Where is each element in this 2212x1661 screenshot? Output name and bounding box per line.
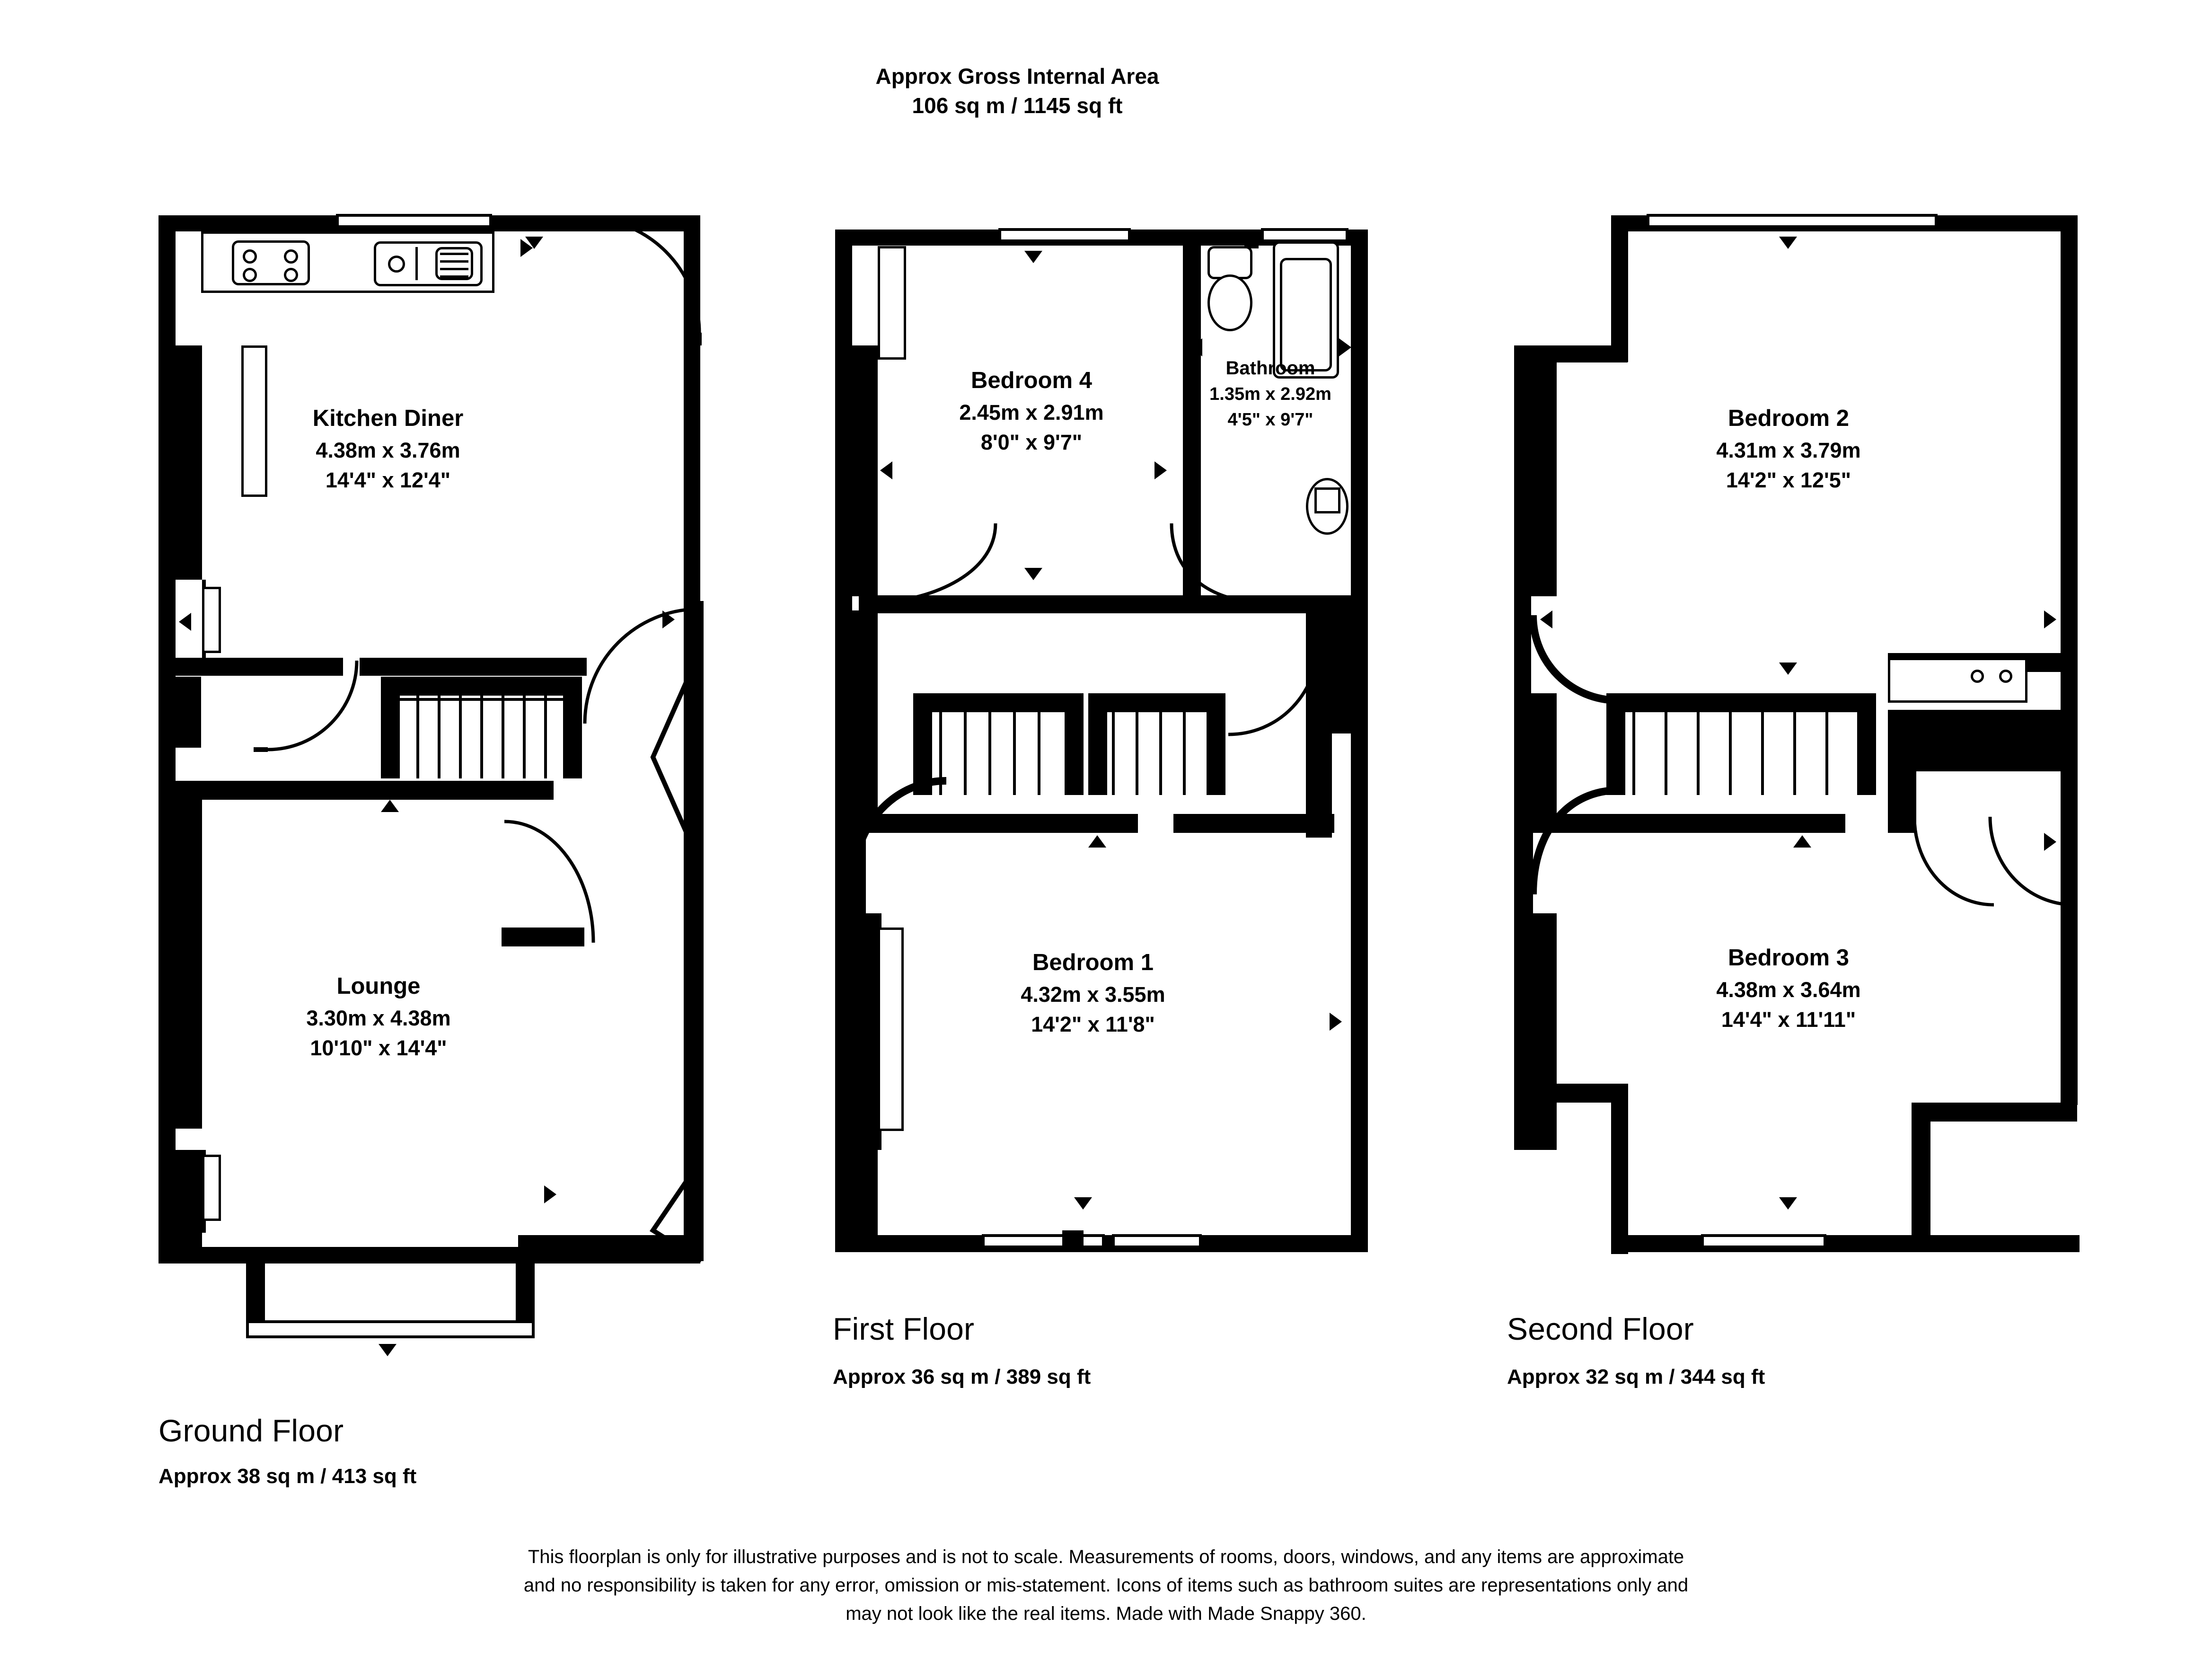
gf-bay-angled-wall	[582, 601, 705, 1263]
gf-stair-top-edge	[381, 677, 582, 696]
gf-stair-riser-6	[523, 696, 526, 778]
ff-bedroom4-metric: 2.45m x 2.91m	[959, 400, 1104, 424]
gf-stair-riser-2	[438, 696, 441, 778]
ff-bathroom-marker-right	[1339, 338, 1351, 356]
ff-stairA-riser-4	[1013, 712, 1016, 795]
ff-bathroom-imperial: 4'5" x 9'7"	[1227, 409, 1313, 430]
sf-landing-curve-wall	[1514, 833, 1533, 918]
sf-stair-riser-5	[1761, 712, 1764, 795]
sf-stair-riser-3	[1697, 712, 1700, 795]
gf-drainer-line-3	[440, 268, 468, 270]
gf-hall-wall-top-right	[360, 658, 587, 676]
ff-door-arc-bathroom	[1169, 521, 1263, 606]
ff-bedroom4-marker-right	[1154, 461, 1167, 479]
ff-stair-down-right	[1065, 693, 1084, 795]
gf-stair-riser-1	[416, 696, 419, 778]
gf-stair-riser-7	[544, 696, 547, 778]
gf-stair-right-edge	[563, 677, 582, 778]
ff-window-bottom-mullion	[1062, 1230, 1084, 1252]
gf-bay-window	[246, 1320, 535, 1338]
gf-kitchen-name: Kitchen Diner	[312, 406, 464, 431]
gf-door-top-marker	[520, 239, 533, 257]
ff-bedroom1-marker-left	[856, 1013, 869, 1031]
ff-bedroom1-imperial: 14'2" x 11'8"	[1031, 1012, 1155, 1037]
gf-stair-left-edge	[381, 677, 400, 778]
gf-bay-window-marker	[379, 1344, 397, 1356]
sf-window-bottom-marker	[1779, 1197, 1797, 1210]
ff-window-top-left	[998, 228, 1131, 242]
ff-door-arc-landing	[1225, 629, 1325, 738]
gf-window-left-upper-marker	[179, 613, 191, 631]
ff-stair-marker-up	[1088, 835, 1106, 848]
ff-bedroom4-marker-down	[1024, 568, 1042, 580]
gf-wall-block-left-upper	[159, 345, 202, 580]
sf-stair-marker-up	[1793, 835, 1811, 848]
sf-landing-curve-top	[1528, 610, 1623, 705]
gf-drainer-line-4	[440, 275, 468, 278]
sf-landing-wall-right	[1888, 710, 2077, 771]
gf-hob-burner-2	[284, 249, 298, 264]
ff-bedroom4-marker-left	[880, 461, 892, 479]
sf-wall-step-vertical	[1611, 215, 1628, 362]
sf-bedroom3-marker-right	[2044, 833, 2056, 851]
ff-room-label-bathroom	[1171, 355, 1370, 433]
ff-door-arc-bedroom4	[875, 521, 998, 606]
ff-stairB-riser-1	[1112, 712, 1115, 795]
gross-area-header	[662, 62, 1372, 120]
sf-bedroom3-imperial: 14'4" x 11'11"	[1721, 1007, 1856, 1032]
sf-bedroom3-metric: 4.38m x 3.64m	[1716, 977, 1861, 1002]
gf-window-left-lower-marker	[179, 1185, 191, 1203]
sf-landing-curve-bottom	[1528, 786, 1623, 899]
gf-wall-block-left-lower	[159, 800, 202, 1129]
gf-lounge-door-jamb	[502, 928, 584, 946]
gf-wall-left-mid	[159, 580, 176, 658]
disclaimer-block	[0, 1543, 2212, 1628]
sf-window-top-marker	[1779, 237, 1797, 249]
sf-wall-step-top-left	[1514, 345, 1628, 362]
gf-sink-bowl	[388, 256, 405, 273]
gf-bay-left-wall	[246, 1263, 265, 1330]
ff-window-bottom-left	[982, 1234, 1105, 1248]
second-floor-area: Approx 32 sq m / 344 sq ft	[1507, 1365, 1765, 1388]
gf-stair-riser-4	[480, 696, 483, 778]
ground-floor-title: Ground Floor	[159, 1413, 344, 1448]
sf-stair-left-edge	[1606, 693, 1625, 795]
sf-unit-knob-1	[1971, 670, 1984, 683]
disclaimer-line-3: may not look like the real items. Made with Made Snappy 360.	[846, 1603, 1366, 1624]
sf-wall-bottom	[1611, 1235, 2080, 1252]
ff-unit-bedroom4	[878, 246, 906, 360]
gf-window-left-lower-frame	[202, 1155, 221, 1221]
sf-room-label-bedroom2	[1656, 402, 1921, 495]
sf-wall-block-left-upper	[1514, 345, 1557, 596]
ff-stair-up-top	[1088, 693, 1225, 712]
gf-hob-burner-1	[243, 249, 257, 264]
ff-bathroom-name: Bathroom	[1225, 358, 1315, 379]
sf-stair-riser-6	[1793, 712, 1796, 795]
ff-stairA-riser-5	[1038, 712, 1040, 795]
gf-stair-riser-3	[459, 696, 462, 778]
sf-bedroom2-imperial: 14'2" x 12'5"	[1726, 468, 1851, 493]
ff-stairB-riser-3	[1159, 712, 1162, 795]
ff-bedroom1-name: Bedroom 1	[1032, 950, 1154, 975]
ff-landing-wall-left	[835, 610, 878, 712]
ff-stair-down-top	[913, 693, 1084, 712]
gf-lounge-metric: 3.30m x 4.38m	[306, 1006, 451, 1030]
gf-front-door-arc	[582, 215, 705, 348]
ff-landing-wall-bottom-right	[1173, 814, 1334, 833]
gf-drainer-line-1	[440, 253, 468, 255]
disclaimer-line-2: and no responsibility is taken for any error, omission or mis-statement. Icons of items such as bathroom suites are representations only and	[523, 1575, 1689, 1596]
sf-door-arc-bedroom3-a	[1912, 814, 1997, 909]
gf-window-top	[336, 214, 492, 228]
ff-window-bottom-right	[1112, 1234, 1202, 1248]
ff-window-top-right	[1261, 228, 1348, 242]
second-floor-title: Second Floor	[1507, 1311, 1694, 1346]
gf-lounge-name: Lounge	[336, 973, 421, 999]
ff-stairA-riser-2	[964, 712, 967, 795]
gf-kitchen-imperial: 14'4" x 12'4"	[325, 468, 451, 493]
disclaimer-line-1: This floorplan is only for illustrative purposes and is not to scale. Measurements of rooms, doors, windows, and any items are approximate	[528, 1546, 1684, 1567]
ff-bathroom-metric: 1.35m x 2.92m	[1209, 384, 1331, 404]
ff-window-top-left-marker	[1024, 251, 1042, 263]
ff-wall-block-left-bottom	[835, 1150, 878, 1252]
gf-hob-burner-3	[243, 268, 257, 282]
sf-bedroom2-marker-down	[1779, 663, 1797, 675]
gf-lounge-right-marker	[544, 1185, 556, 1203]
gf-window-left-upper-frame	[202, 587, 221, 653]
gf-wall-block-left-door	[159, 677, 201, 748]
gross-area-line1: Approx Gross Internal Area	[875, 64, 1159, 88]
sf-room-label-bedroom3	[1656, 942, 1921, 1035]
first-floor-title: First Floor	[833, 1311, 975, 1346]
sf-wall-step-bottom-right-v	[1912, 1103, 1930, 1245]
first-floor-area: Approx 36 sq m / 389 sq ft	[833, 1365, 1091, 1388]
sf-bedroom2-metric: 4.31m x 3.79m	[1716, 438, 1861, 462]
ff-window-bottom-marker	[1074, 1197, 1092, 1210]
gf-room-label-kitchen	[237, 402, 539, 495]
ff-wall-block-left-upper	[835, 345, 878, 596]
sf-window-top	[1647, 214, 1938, 228]
ground-floor-area: Approx 38 sq m / 413 sq ft	[159, 1465, 417, 1488]
sf-door-arc-bedroom3-b	[1987, 814, 2077, 909]
sf-unit-knob-2	[1999, 670, 2012, 683]
gf-room-label-lounge	[227, 970, 530, 1063]
ff-room-label-bedroom4	[899, 364, 1164, 458]
ff-basin-bowl	[1314, 487, 1340, 513]
ff-bedroom4-imperial: 8'0" x 9'7"	[980, 430, 1083, 455]
ff-bathroom-door-marker-left	[1190, 338, 1202, 356]
ff-bedroom4-name: Bedroom 4	[971, 368, 1092, 393]
gf-kitchen-metric: 4.38m x 3.76m	[316, 438, 460, 462]
sf-stair-riser-2	[1665, 712, 1667, 795]
ff-bedroom1-marker-right	[1330, 1013, 1342, 1031]
gf-hall-door-arc-left	[251, 658, 360, 752]
ff-room-label-bedroom1	[961, 946, 1225, 1040]
sf-wall-step-bottom-left	[1514, 1084, 1628, 1103]
ff-toilet-icon	[1207, 274, 1252, 331]
ff-bath-inner	[1280, 258, 1332, 371]
sf-stair-top-edge	[1606, 693, 1876, 712]
sf-stair-riser-1	[1632, 712, 1635, 795]
ff-stairB-riser-2	[1136, 712, 1138, 795]
gf-hall-marker	[525, 660, 543, 672]
gf-stair-direction-marker	[381, 800, 399, 812]
sf-wall-step-bottom-right	[1912, 1103, 2077, 1122]
ff-landing-curve-wall	[847, 833, 866, 916]
ff-wall-block-left-lower	[835, 913, 878, 1150]
sf-wall-block-left-lower	[1514, 913, 1557, 1150]
ff-bedroom1-metric: 4.32m x 3.55m	[1021, 982, 1165, 1007]
gf-hall-wall-bottom	[159, 781, 554, 800]
ff-stairB-riser-4	[1183, 712, 1186, 795]
ff-stair-up-right	[1207, 693, 1225, 795]
sf-bedroom3-name: Bedroom 3	[1728, 945, 1849, 971]
ff-stairA-riser-3	[988, 712, 991, 795]
sf-stair-riser-4	[1729, 712, 1732, 795]
sf-window-bottom	[1701, 1234, 1826, 1248]
gf-wall-block-left-bottom	[159, 1150, 202, 1263]
sf-stair-right-edge	[1857, 693, 1876, 795]
ff-bathroom-wall-stub	[1244, 230, 1259, 248]
gross-area-line2: 106 sq m / 1145 sq ft	[912, 93, 1123, 118]
gf-drainer-line-2	[440, 260, 468, 263]
ff-stair-up-left	[1088, 693, 1107, 795]
sf-bedroom2-name: Bedroom 2	[1728, 406, 1849, 431]
gf-bay-right-wall	[516, 1263, 535, 1330]
ff-unit-bedroom1	[878, 928, 904, 1131]
sf-bedroom2-marker-right	[2044, 610, 2056, 628]
sf-stair-riser-7	[1825, 712, 1828, 795]
gf-hob-burner-4	[284, 268, 298, 282]
gf-sink-divider	[415, 247, 418, 280]
gf-wall-bottom-left	[159, 1247, 535, 1263]
sf-wall-step-bottom-vertical	[1611, 1084, 1628, 1254]
gf-lounge-imperial: 10'10" x 14'4"	[310, 1036, 447, 1060]
gf-stair-riser-5	[502, 696, 504, 778]
